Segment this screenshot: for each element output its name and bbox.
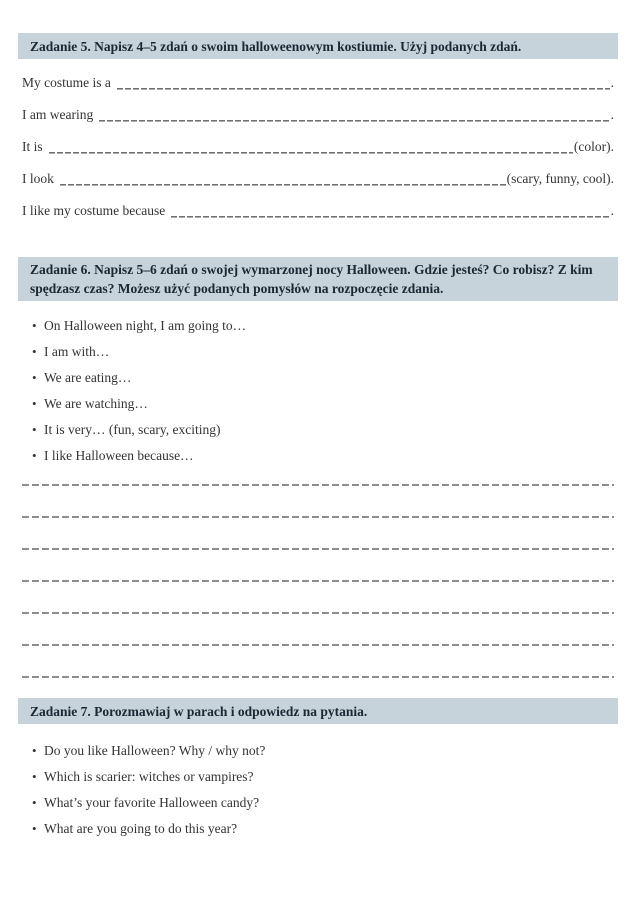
- question-item: [32, 738, 618, 764]
- sentence-row: [22, 67, 614, 99]
- sentence-row: [22, 195, 614, 227]
- sentence-prefix: I like my costume because: [22, 203, 166, 218]
- sentence-suffix: .: [610, 75, 614, 90]
- prompt-text: I like Halloween because…: [44, 448, 194, 463]
- prompt-item: [32, 339, 618, 365]
- prompt-item: [32, 417, 618, 443]
- bullet-icon: •: [32, 370, 37, 385]
- sentence-prefix: My costume is a: [22, 75, 111, 90]
- prompt-text: It is very… (fun, scary, exciting): [44, 422, 221, 437]
- bullet-icon: •: [32, 422, 37, 437]
- bullet-icon: •: [32, 743, 37, 758]
- sentence-row: [22, 131, 614, 163]
- answer-line: [22, 565, 614, 597]
- prompt-item: [32, 313, 618, 339]
- task7-header: Zadanie 7. Porozmawiaj w parach i odpowiedz na pytania.: [18, 698, 618, 724]
- sentence-suffix: .: [610, 203, 614, 218]
- fill-in-blank: [171, 195, 609, 227]
- sentence-suffix: (scary, funny, cool).: [506, 171, 614, 186]
- fill-in-blank: [49, 131, 573, 163]
- question-text: Do you like Halloween? Why / why not?: [44, 743, 266, 758]
- bullet-icon: •: [32, 318, 37, 333]
- bullet-icon: •: [32, 821, 37, 836]
- fill-in-blank: [60, 163, 506, 195]
- prompt-item: [32, 365, 618, 391]
- sentence-prefix: I am wearing: [22, 107, 94, 122]
- question-text: What’s your favorite Halloween candy?: [44, 795, 260, 810]
- answer-line: [22, 469, 614, 501]
- sentence-suffix: (color).: [573, 139, 614, 154]
- bullet-icon: •: [32, 769, 37, 784]
- prompt-text: On Halloween night, I am going to…: [44, 318, 247, 333]
- question-item: [32, 816, 618, 842]
- task5-header: Zadanie 5. Napisz 4–5 zdań o swoim halloweenowym kostiumie. Użyj podanych zdań.: [18, 33, 618, 59]
- answer-line: [22, 629, 614, 661]
- question-item: [32, 764, 618, 790]
- answer-line: [22, 661, 614, 693]
- bullet-icon: •: [32, 344, 37, 359]
- fill-in-blank: [117, 67, 610, 99]
- fill-in-blank: [99, 99, 609, 131]
- sentence-prefix: It is: [22, 139, 43, 154]
- answer-line: [22, 597, 614, 629]
- answer-line: [22, 533, 614, 565]
- prompt-text: We are eating…: [44, 370, 132, 385]
- sentence-suffix: .: [610, 107, 614, 122]
- task6-answer-area: [22, 469, 614, 693]
- prompt-text: I am with…: [44, 344, 110, 359]
- question-item: [32, 790, 618, 816]
- task7-question-list: [18, 738, 618, 842]
- bullet-icon: •: [32, 448, 37, 463]
- sentence-prefix: I look: [22, 171, 54, 186]
- answer-line: [22, 501, 614, 533]
- prompt-item: [32, 391, 618, 417]
- bullet-icon: •: [32, 396, 37, 411]
- prompt-text: We are watching…: [44, 396, 148, 411]
- prompt-item: [32, 443, 618, 469]
- sentence-row: [22, 99, 614, 131]
- sentence-row: [22, 163, 614, 195]
- task6-header: Zadanie 6. Napisz 5–6 zdań o swojej wymarzonej nocy Halloween. Gdzie jesteś? Co robisz? Z kim spędzasz czas? Możesz użyć podanych pomysłów na rozpoczęcie zdania.: [18, 257, 618, 301]
- task6-prompt-list: [18, 313, 618, 469]
- task5-sentences: [22, 67, 614, 227]
- bullet-icon: •: [32, 795, 37, 810]
- question-text: Which is scarier: witches or vampires?: [44, 769, 254, 784]
- question-text: What are you going to do this year?: [44, 821, 238, 836]
